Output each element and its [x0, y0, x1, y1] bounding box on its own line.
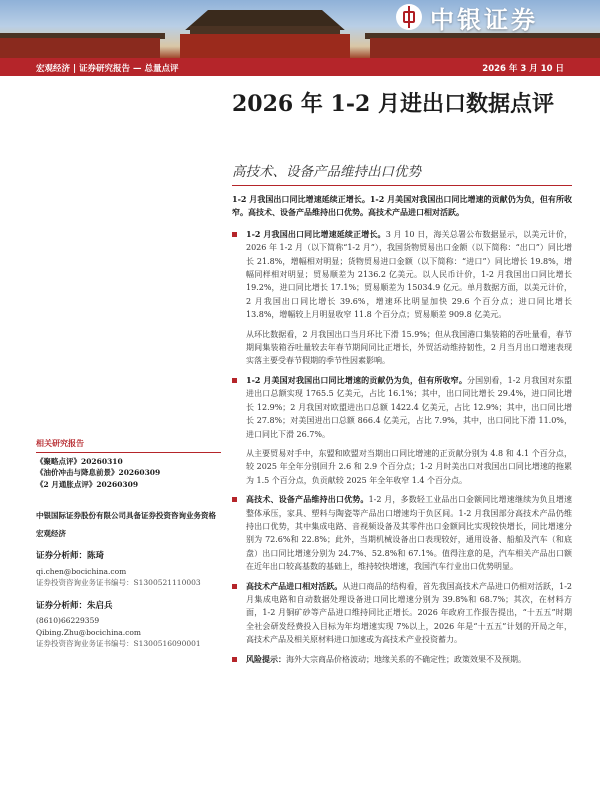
- related-report-link[interactable]: 《聚略点评》20260310: [36, 456, 123, 466]
- brand-name: 中银证券: [430, 5, 538, 34]
- report-body: [232, 193, 572, 672]
- report-date: 2026 年 3 月 10 日: [482, 64, 564, 74]
- analyst-card: [36, 601, 221, 650]
- company-name: 中银国际证券股份有限公司具备证券投资咨询业务资格: [36, 511, 216, 520]
- bullet-lead: 高技术产品进口相对活跃。: [246, 580, 343, 591]
- header-banner: [0, 0, 600, 58]
- wall-left: [0, 38, 160, 58]
- page-title: 2026 年 1-2 月进出口数据点评: [232, 91, 554, 117]
- bullet-risk: [232, 653, 572, 666]
- bullet-text: 从进口商品的结构看，首先我国高技术产品进口仍相对活跃，1-2 月集成电路和自动数据处理设备进口同比增速分别为 39.8%和 68.7%；其次，在材料方面，1-2 月铜矿砂等产品进口维持同比正增长。2026 年政府工作报告提出，“十五五”时期全社会研发经费投入目标为年均增速实现 7%以上，2026 年是“十五五”计划的开局之年，高技术产品及相关原材料进口加速或为高技术产业投资蓄力。: [246, 581, 572, 645]
- bullet-text: 3 月 10 日，海关总署公布数据显示，以美元计价，2026 年 1-2 月（以下简称“1-2 月”），我国货物贸易出口金额（以下简称：“出口”）同比增长 21.8%，增幅相对明显；货物贸易进口金额（以下简称：“进口”）同比增长 19.8%，增幅同样相对明显；贸易顺差为 2136.2 亿美元。以人民币计价，1-2 月我国出口同比增长 19.2%，进口同比增长 17.1%；贸易顺差为 15034.9 亿元。单月数据方面，以美元计价，2 月我国出口同比增长 39.6%，增速环比明显加快 29.6 个百分点；进口同比增长 13.8%，增幅较上月明显收窄 11.8 个百分点；贸易顺差 909.8 亿美元。: [246, 229, 572, 320]
- breadcrumb: 宏观经济 | 证券研究报告 — 总量点评: [36, 64, 179, 74]
- paragraph-mom: 从环比数据看，2 月我国出口当月环比下滑 15.9%；但从我国港口集装箱的吞吐量看，春节期间集装箱吞吐量较去年春节期间同比正增长，外贸活动维持韧性，2 月当月出口增速表现实落主要受春节假期的季节性因素影响。: [246, 329, 572, 366]
- header-strip: [0, 58, 600, 76]
- related-heading: 相关研究报告: [36, 438, 221, 453]
- analyst-name: 证券分析师：陈琦: [36, 551, 105, 561]
- bullet-square-icon: [232, 497, 237, 502]
- analyst-phone: (8610)66229359: [36, 616, 100, 625]
- related-report-link[interactable]: 《2 月通胀点评》20260309: [36, 479, 139, 489]
- palace-hall: [180, 34, 350, 58]
- related-report-link[interactable]: 《油价冲击与降息前景》20260309: [36, 468, 161, 477]
- bullet-hightech-import: [232, 580, 572, 647]
- bullet-square-icon: [232, 378, 237, 383]
- bullet-square-icon: [232, 232, 237, 237]
- wall-right: [370, 38, 600, 58]
- bullet-export-growth: [232, 228, 572, 322]
- bullet-square-icon: [232, 584, 237, 589]
- bullet-hightech-export: [232, 493, 572, 573]
- bullet-text: 海外大宗商品价格波动；地缘关系的不确定性；政策效果不及预期。: [286, 654, 526, 664]
- bullet-square-icon: [232, 657, 237, 662]
- title-divider: [232, 185, 572, 186]
- analyst-name: 证券分析师：朱启兵: [36, 600, 113, 611]
- report-summary: 1-2 月我国出口同比增速延续正增长。1-2 月美国对我国出口同比增速的贡献仍为负，但有所收窄。高技术、设备产品维持出口优势。高技术产品进口相对活跃。: [232, 194, 572, 218]
- analyst-email[interactable]: Qibing.Zhu@bocichina.com: [36, 627, 141, 637]
- bullet-text: 1-2 月，多数轻工业品出口金额同比增速继续为负且增速整体承压，家具、塑料与陶瓷等产品出口增速均于负区间。1-2 月我国部分高技术产品仍维持出口优势，其中集成电路、音视频设备及其零件出口金额同比实现较快增长，同比增速分别为 72.6%和 22.8%；此外，当期机械设备出口表现较好，通用设备、船舶及汽车（和底盘）出口同比增速分别为 24.7%、52.8%和 67.1%。值得注意的是，汽车相关产品出口额在近年出口较高基数的基础上，维持较快增速，我国汽车行业出口优势明显。: [246, 495, 572, 572]
- bullet-lead: 风险提示：: [246, 653, 286, 664]
- bullet-text: 分国别看，1-2 月我国对东盟进出口总额实现 1765.5 亿美元，占比 16.1%；其中，出口同比增长 29.4%，进口同比增长 12.9%；2 月我国对欧盟进出口总额 1422.4 亿美元，占比 12.9%；其中，出口同比增长 27.8%；对美国进出口总额 866.4 亿美元，占比 7.9%，其中，出口同比下滑 11.0%，进口同比下滑 26.7%。: [246, 375, 572, 439]
- page-subtitle: 高技术、设备产品维持出口优势: [232, 164, 421, 180]
- bullet-lead: 1-2 月我国出口同比增速延续正增长。: [246, 228, 386, 239]
- analyst-card: [36, 551, 221, 589]
- bank-logo-icon: [396, 4, 422, 30]
- bullet-us-contribution: [232, 374, 572, 441]
- analyst-email[interactable]: qi.chen@bocichina.com: [36, 566, 127, 576]
- bullet-lead: 高技术、设备产品维持出口优势。: [246, 494, 369, 505]
- brand-logo: [396, 2, 538, 32]
- analyst-cert: 证券投资咨询业务证书编号：S1300521110003: [36, 578, 201, 587]
- analyst-cert: 证券投资咨询业务证书编号：S1300516090001: [36, 639, 201, 648]
- sidebar: [36, 438, 221, 650]
- paragraph-partners: 从主要贸易对手中，东盟和欧盟对当期出口同比增速的正贡献分别为 4.8 和 4.1 个百分点，较 2025 年全年分别回升 2.6 和 2.9 个百分点；1-2 月时美出口对我国出口同比增速的拖累为 1.5 个百分点，负贡献较 2025 年全年收窄 1.4 个百分点。: [246, 448, 572, 485]
- sector-label: 宏观经济: [36, 528, 66, 538]
- bullet-lead: 1-2 月美国对我国出口同比增速的贡献仍为负，但有所收窄。: [246, 374, 467, 385]
